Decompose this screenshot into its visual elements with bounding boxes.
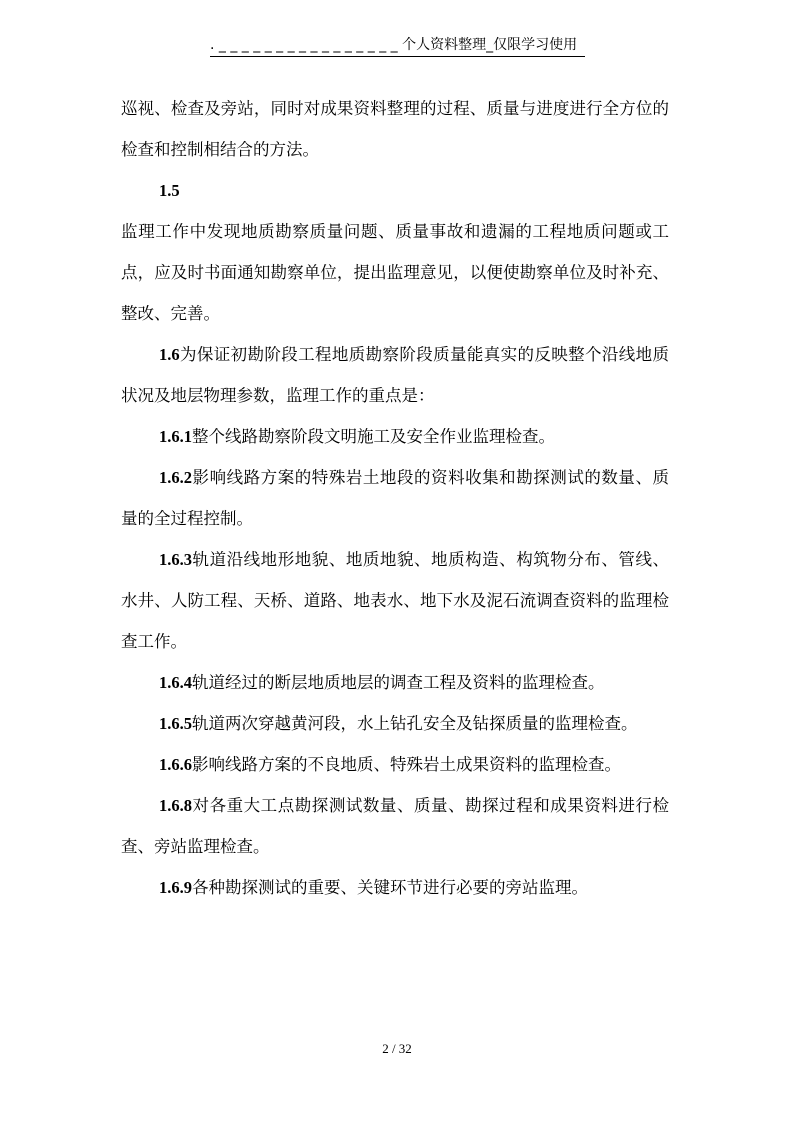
section-number: 1.6.4 xyxy=(159,673,192,692)
paragraph-text: 巡视、检查及旁站，同时对成果资料整理的过程、质量与进度进行全方位的检查和控制相结合的方法。 xyxy=(121,99,669,159)
paragraph-text: 监理工作中发现地质勘察质量问题、质量事故和遗漏的工程地质问题或工点，应及时书面通知勘察单位，提出监理意见，以便使勘察单位及时补充、整改、完善。 xyxy=(121,222,669,323)
paragraph-1-6 xyxy=(121,334,669,416)
page-header: . _ _ _ _ _ _ _ _ _ _ _ _ _ _ _ _ 个人资料整理_仅限学习使用 xyxy=(210,37,578,53)
section-heading-1-5 xyxy=(121,170,669,211)
section-number: 1.6.1 xyxy=(159,427,192,446)
paragraph-text: 轨道两次穿越黄河段，水上钻孔安全及钻探质量的监理检查。 xyxy=(192,714,638,733)
paragraph-1-6-2 xyxy=(121,457,669,539)
section-number: 1.6.6 xyxy=(159,755,192,774)
section-number: 1.5 xyxy=(159,181,180,200)
paragraph-text: 影响线路方案的不良地质、特殊岩土成果资料的监理检查。 xyxy=(192,755,621,774)
section-number: 1.6.3 xyxy=(159,550,192,569)
paragraph-1-6-8 xyxy=(121,785,669,867)
paragraph-1-5-body xyxy=(121,211,669,334)
paragraph-1-6-5 xyxy=(121,703,669,744)
header-rule xyxy=(210,56,585,57)
document-body xyxy=(121,88,669,908)
paragraph-1-6-6 xyxy=(121,744,669,785)
paragraph-text: 轨道经过的断层地质地层的调查工程及资料的监理检查。 xyxy=(192,673,605,692)
paragraph-text: 各种勘探测试的重要、关键环节进行必要的旁站监理。 xyxy=(192,878,588,897)
paragraph-1-6-3 xyxy=(121,539,669,662)
paragraph-text: 影响线路方案的特殊岩土地段的资料收集和勘探测试的数量、质量的全过程控制。 xyxy=(121,468,669,528)
section-number: 1.6.5 xyxy=(159,714,192,733)
paragraph-intro-continued xyxy=(121,88,669,170)
paragraph-1-6-4 xyxy=(121,662,669,703)
paragraph-text: 轨道沿线地形地貌、地质地貌、地质构造、构筑物分布、管线、水井、人防工程、天桥、道路、地表水、地下水及泥石流调查资料的监理检查工作。 xyxy=(121,550,669,651)
section-number: 1.6 xyxy=(159,345,180,364)
section-number: 1.6.2 xyxy=(159,468,192,487)
paragraph-1-6-1 xyxy=(121,416,669,457)
paragraph-text: 对各重大工点勘探测试数量、质量、勘探过程和成果资料进行检查、旁站监理检查。 xyxy=(121,796,669,856)
paragraph-1-6-9 xyxy=(121,867,669,908)
section-number: 1.6.8 xyxy=(159,796,192,815)
section-number: 1.6.9 xyxy=(159,878,192,897)
paragraph-text: 整个线路勘察阶段文明施工及安全作业监理检查。 xyxy=(192,427,555,446)
page-number: 2 / 32 xyxy=(382,1041,412,1056)
paragraph-text: 为保证初勘阶段工程地质勘察阶段质量能真实的反映整个沿线地质状况及地层物理参数，监理工作的重点是： xyxy=(121,345,669,405)
